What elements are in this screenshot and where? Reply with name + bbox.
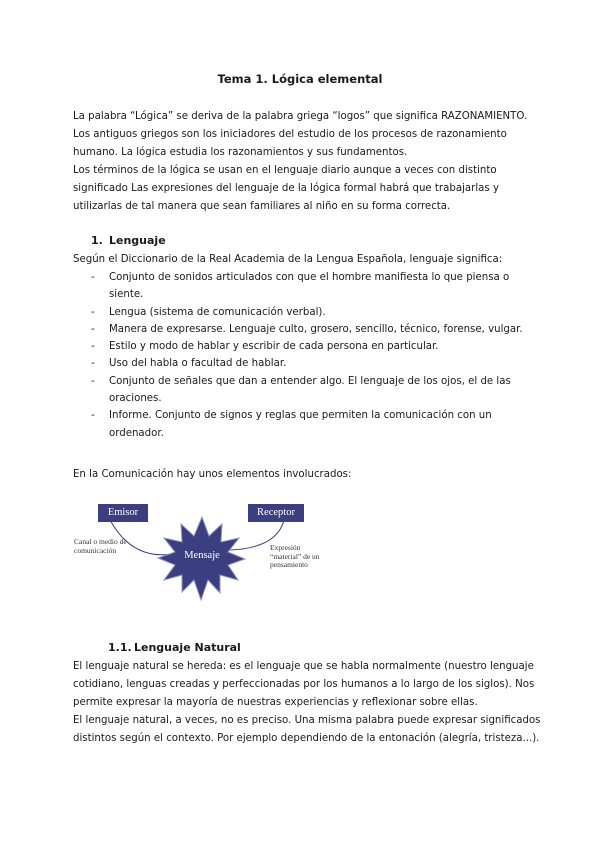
emisor-box: Emisor (98, 504, 148, 522)
list-item: - Estilo y modo de hablar y escribir de cada persona en particular. (73, 338, 533, 355)
list-item: - Conjunto de señales que dan a entender algo. El lenguaje de los ojos, el de las oraciones. (73, 373, 533, 408)
text-line: significado Las expresiones del lenguaje de la lógica formal habrá que trabajarlas y (73, 182, 499, 194)
text-line: cotidiano, lenguas creadas y perfeccionadas por los humanos a lo largo de los siglos). Nos (73, 678, 535, 690)
bullet-dash: - (91, 306, 95, 318)
section-lead (73, 251, 533, 269)
definition-list (73, 269, 533, 442)
text-line: En la Comunicación hay unos elementos involucrados: (73, 469, 352, 480)
intro-paragraph (73, 108, 533, 215)
page-title: Tema 1. Lógica elemental (217, 72, 383, 86)
bullet-dash: - (91, 410, 95, 422)
list-item: - Conjunto de sonidos articulados con que el hombre manifiesta lo que piensa o siente. (73, 269, 533, 304)
mensaje-label: Mensaje (184, 550, 220, 561)
section-number: 1. (91, 234, 103, 247)
list-item: - Manera de expresarse. Lenguaje culto, grosero, sencillo, técnico, forense, vulgar. (73, 321, 533, 338)
text-line: Los términos de la lógica se usan en el lenguaje diario aunque a veces con distinto (73, 164, 497, 176)
subsection-number: 1.1. (108, 641, 132, 654)
text-line: Los antiguos griegos son los iniciadores del estudio de los procesos de razonamiento (73, 128, 507, 140)
text-line: utilizarlas de tal manera que sean familiares al niño en su forma correcta. (73, 200, 451, 212)
bullet-dash: - (91, 358, 95, 370)
bullet-dash: - (91, 341, 95, 353)
communication-intro (73, 466, 533, 484)
bullet-dash: - (91, 375, 95, 387)
list-item: - Uso del habla o facultad de hablar. (73, 355, 533, 372)
list-item: - Lengua (sistema de comunicación verbal). (73, 304, 533, 321)
text-line: permite expresar la mayoría de nuestras experiencias y reflexionar sobre ellas. (73, 696, 478, 708)
canal-note: Canal o medio de comunicación (74, 537, 127, 555)
subsection-heading-lenguaje-natural (108, 641, 241, 654)
lenguaje-natural-paragraph (73, 658, 543, 748)
text-line: Según el Diccionario de la Real Academia de la Lengua Española, lenguaje significa: (73, 254, 503, 265)
section-heading-lenguaje (91, 234, 166, 247)
bullet-dash: - (91, 272, 95, 283)
text-line: La palabra “Lógica” se deriva de la palabra griega “logos” que significa RAZONAMIENTO. (73, 111, 528, 122)
section-title: Lenguaje (109, 234, 166, 247)
text-line: El lenguaje natural se hereda: es el lenguaje que se habla normalmente (nuestro lenguaje (73, 661, 534, 672)
bullet-dash: - (91, 323, 95, 335)
expresion-note: Expresión “material” de un pensamiento (270, 543, 320, 569)
text-line: El lenguaje natural, a veces, no es preciso. Una misma palabra puede expresar significados (73, 714, 541, 726)
receptor-box: Receptor (248, 504, 304, 522)
communication-diagram (72, 498, 342, 608)
subsection-title: Lenguaje Natural (134, 641, 241, 654)
text-line: humano. La lógica estudia los razonamientos y sus fundamentos. (73, 146, 408, 158)
list-item: - Informe. Conjunto de signos y reglas que permiten la comunicación con un ordenador. (73, 407, 533, 442)
text-line: distintos según el contexto. Por ejemplo dependiendo de la entonación (alegría, tristeza...). (73, 732, 540, 744)
